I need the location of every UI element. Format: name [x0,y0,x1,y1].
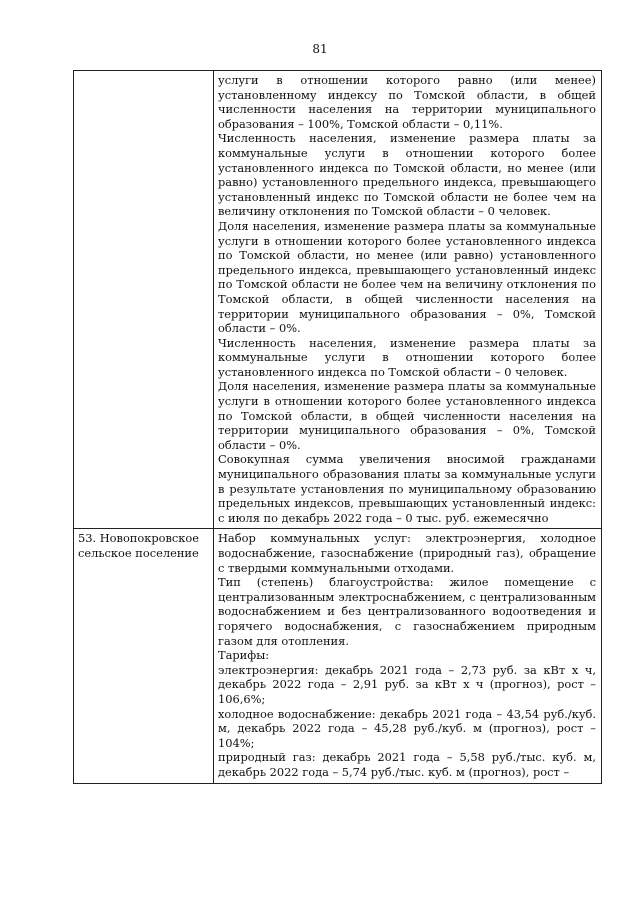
municipality-name-cell [74,529,214,783]
paragraph: Совокупная сумма увеличения вносимой гражданами муниципального образования платы за коммунальные услуги в результате установления по муниципальному образованию предельных индексов, превышающих установленный индекс: с июля по декабрь 2022 года – 0 тыс. руб. ежемесячно [218,452,596,525]
table-row [74,71,602,529]
municipality-name-cell [74,71,214,529]
table-row [74,529,602,783]
paragraph: Численность населения, изменение размера платы за коммунальные услуги в отношении которого более установленного индекса по Томской области – 0 человек. [218,335,596,379]
page-number: 81 [312,42,328,56]
paragraph: Доля населения, изменение размера платы за коммунальные услуги в отношении которого более установленного индекса по Томской области, в общей численности населения на территории муниципального образования – 0%, Томской области – 0%. [218,379,596,452]
description-cell [214,71,602,529]
description-cell [214,529,602,783]
paragraph: Доля населения, изменение размера платы за коммунальные услуги в отношении которого более установленного индекса по Томской области, но менее (или равно) установленного предельного индекса, превышающего установленный индекс по Томской области не более чем на величину отклонения по Томской области, в общей численности населения на территории муниципального образования – 0%, Томской области – 0%. [218,218,596,336]
paragraph: холодное водоснабжение: декабрь 2021 года – 43,54 руб./куб. м, декабрь 2022 года – 45,28 руб./куб. м (прогноз), рост – 104%; [218,706,596,750]
municipality-name: 53. Новопокровское сельское поселение [78,531,200,560]
paragraph: Численность населения, изменение размера платы за коммунальные услуги в отношении которого более установленного индекса по Томской области, но менее (или равно) установленного предельного индекса, превышающего установленный индекс по Томской области не более чем на величину отклонения по Томской области – 0 человек. [218,131,596,219]
municipality-table [73,70,602,784]
paragraph: Тарифы: [218,648,270,663]
paragraph: природный газ: декабрь 2021 года – 5,58 руб./тыс. куб. м, декабрь 2022 года – 5,74 руб./тыс. куб. м (прогноз), рост – [218,750,596,779]
paragraph: Набор коммунальных услуг: электроэнергия, холодное водоснабжение, газоснабжение (природный газ), обращение с твердыми коммунальными отходами. [218,531,596,575]
paragraph: электроэнергия: декабрь 2021 года – 2,73 руб. за кВт х ч, декабрь 2022 года – 2,91 руб. за кВт х ч (прогноз), рост – 106,6%; [218,662,596,706]
paragraph: Тип (степень) благоустройства: жилое помещение с централизованным электроснабжением, с централизованным водоснабжением и без централизованного водоотведения и горячего водоснабжения, с газоснабжением природным газом для отопления. [218,575,596,648]
paragraph: услуги в отношении которого равно (или менее) установленному индексу по Томской области, в общей численности населения на территории муниципального образования – 100%, Томской области – 0,11%. [218,73,596,131]
